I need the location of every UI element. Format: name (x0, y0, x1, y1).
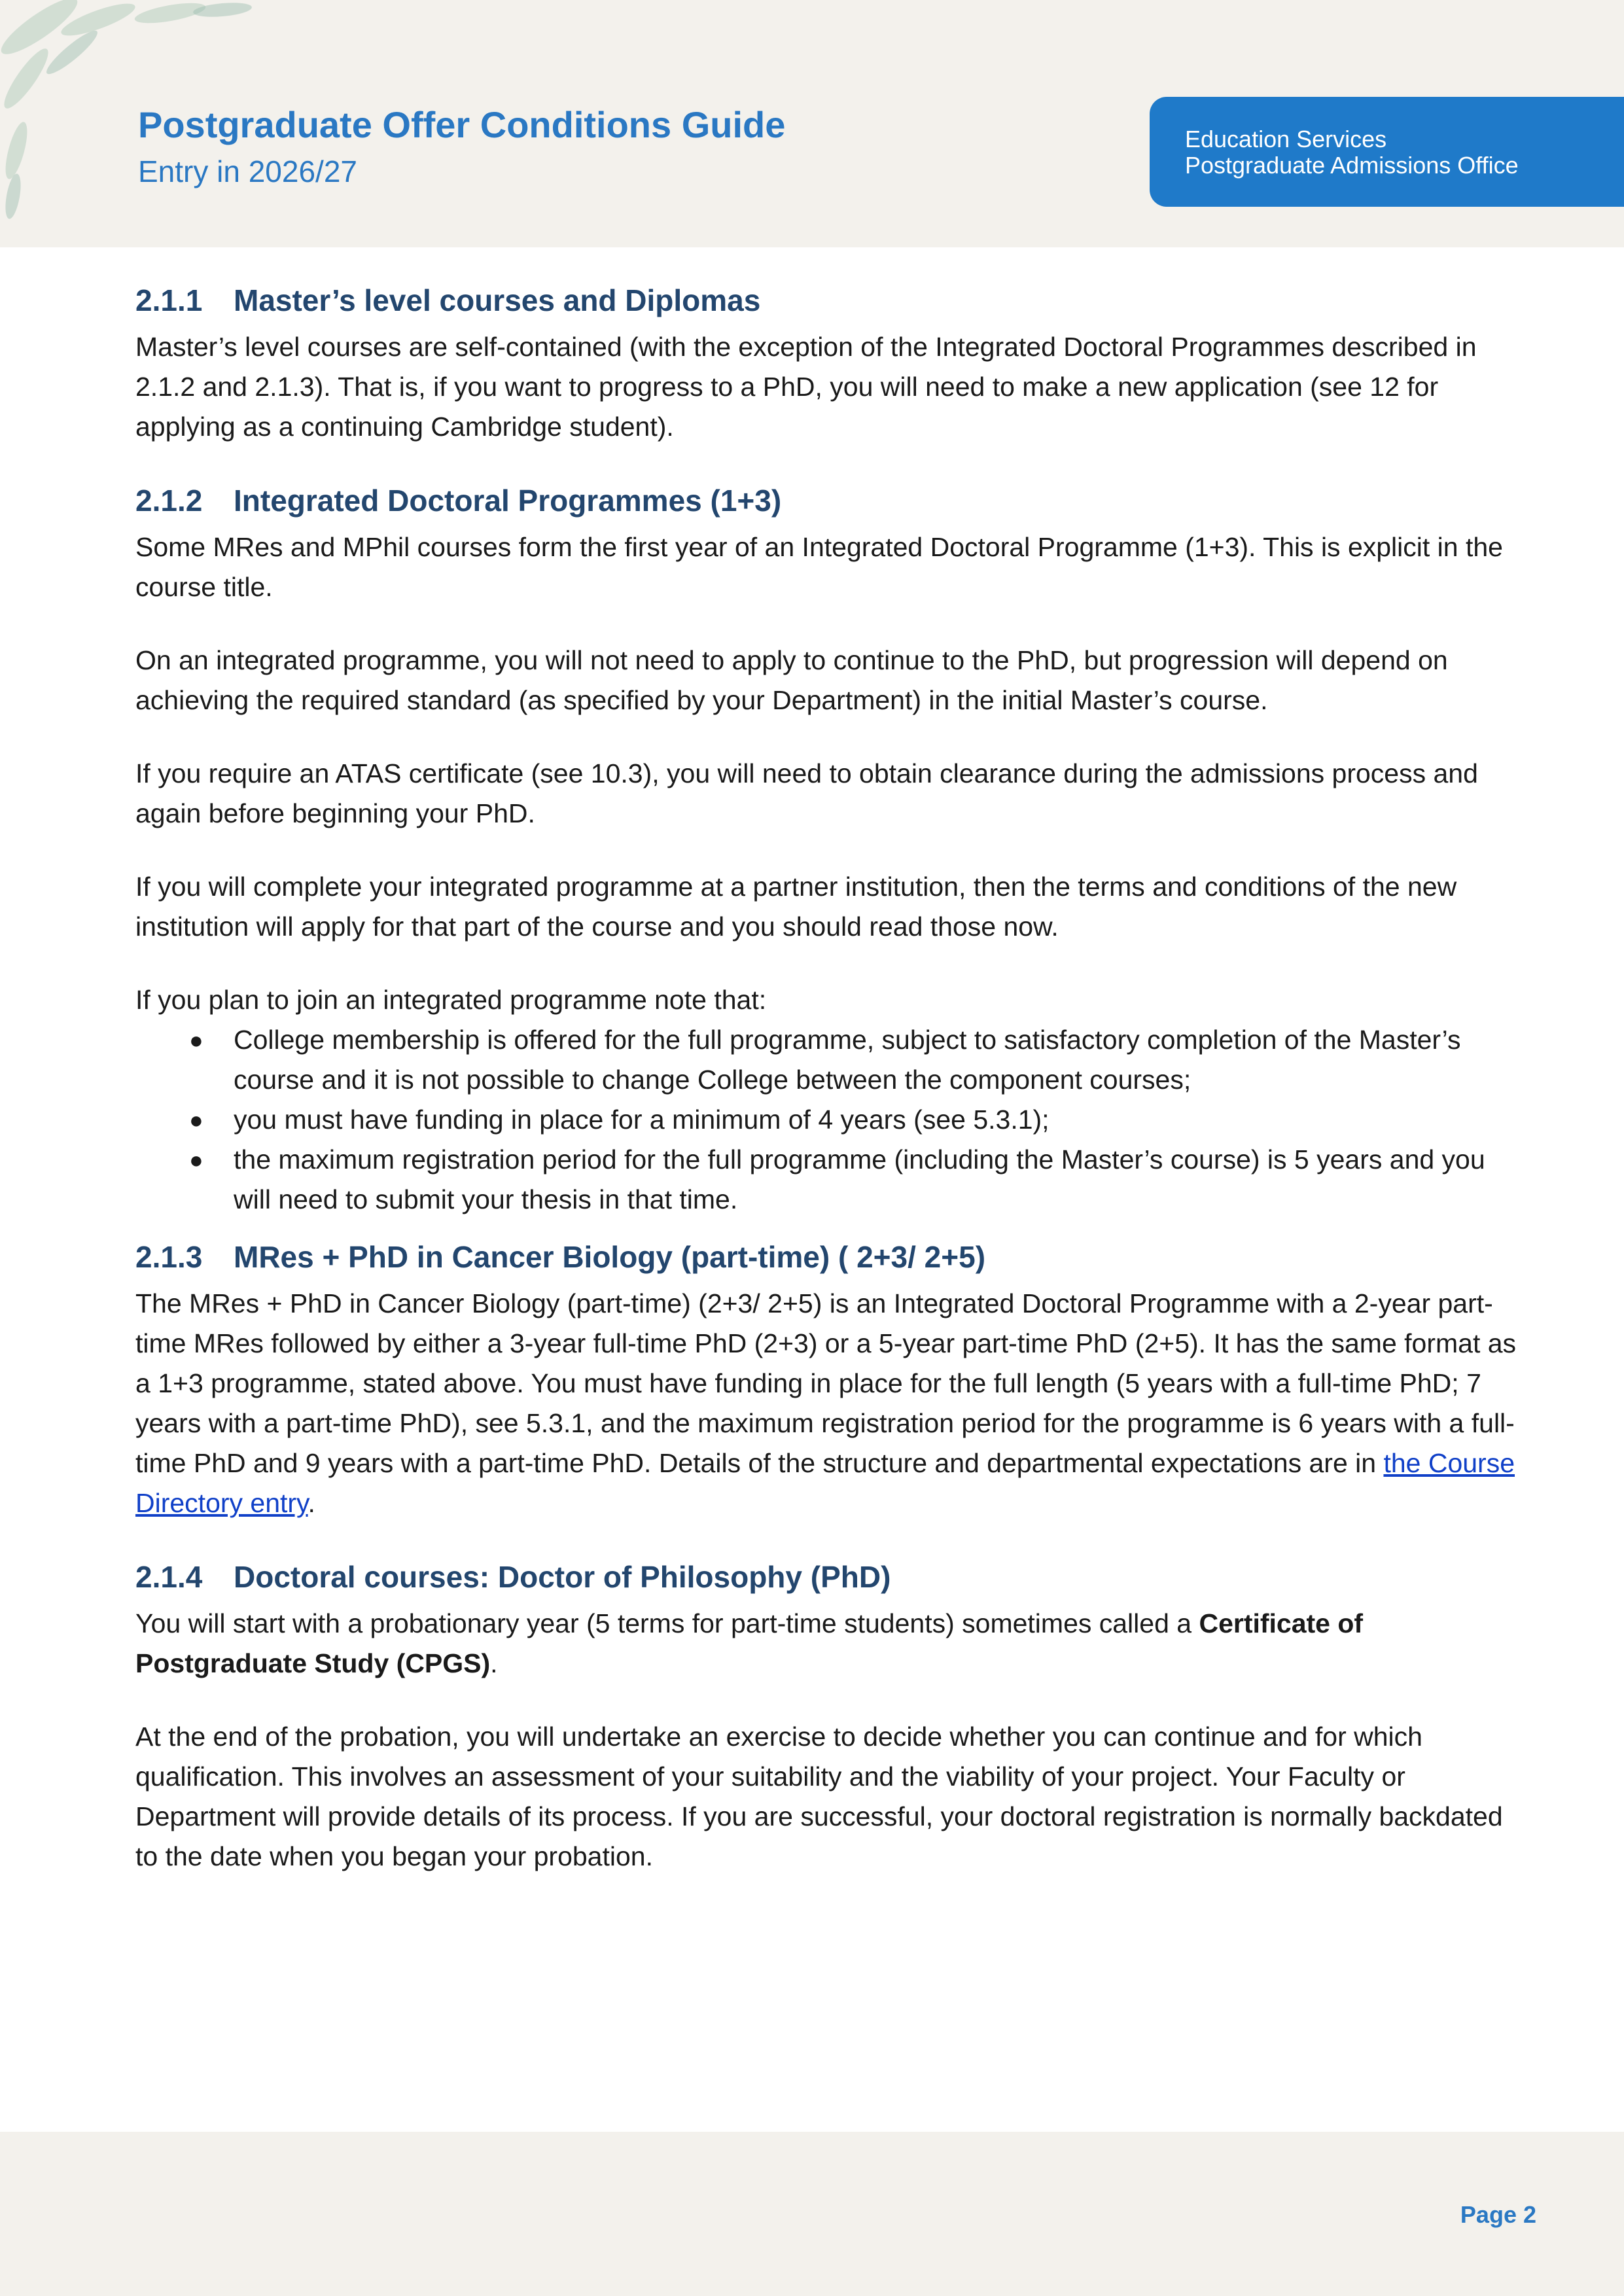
bullet-icon: ● (189, 1146, 203, 1173)
office-line-education-services: Education Services (1185, 126, 1387, 152)
section-title: Integrated Doctoral Programmes (1+3) (234, 484, 782, 518)
paragraph: If you plan to join an integrated programme note that: (135, 985, 767, 1015)
document-title: Postgraduate Offer Conditions Guide (138, 104, 786, 145)
list-item-text: the maximum registration period for the full programme (including the Master’s course) is 5 years and you will need to submit your thesis in that time. (234, 1144, 1485, 1214)
paragraph-text: You will start with a probationary year (5 terms for part-time students) sometimes called a (135, 1608, 1199, 1638)
paragraph: If you will complete your integrated programme at a partner institution, then the terms and conditions of the new institution will apply for that part of the course and you should read those now. (135, 872, 1457, 942)
list-item (135, 1100, 1523, 1140)
paragraph: If you require an ATAS certificate (see 10.3), you will need to obtain clearance during the admissions process and again before beginning your PhD. (135, 758, 1478, 828)
section-title: Master’s level courses and Diplomas (234, 283, 761, 317)
paragraph-text: The MRes + PhD in Cancer Biology (part-time) (2+3/ 2+5) is an Integrated Doctoral Programme with a 2-year part-time MRes followed by either a 3-year full-time PhD (2+3) or a 5-year part-time PhD (2+5). It has the same format as a 1+3 programme, stated above. You must have funding in place for the full length (5 years with a full-time PhD; 7 years with a part-time PhD), see 5.3.1, and the maximum registration period for the programme is 6 years with a full-time PhD and 9 years with a part-time PhD. Details of the structure and departmental expectations are in (135, 1288, 1517, 1478)
section-number: 2.1.3 (135, 1240, 203, 1274)
section-2-1-1 (135, 280, 1523, 447)
office-line-admissions-office: Postgraduate Admissions Office (1185, 152, 1519, 179)
paragraph: On an integrated programme, you will not need to apply to continue to the PhD, but progression will depend on achieving the required standard (as specified by your Department) in the initial Master’s course. (135, 645, 1448, 715)
list-item-text: College membership is offered for the full programme, subject to satisfactory completion of the Master’s course and it is not possible to change College between the component courses; (234, 1025, 1461, 1095)
section-2-1-2 (135, 480, 1523, 1220)
section-heading (135, 1237, 1523, 1277)
paragraph-text-end: . (490, 1648, 498, 1678)
document-body (135, 280, 1523, 1910)
paragraph: Some MRes and MPhil courses form the first year of an Integrated Doctoral Programme (1+3). This is explicit in the course title. (135, 532, 1503, 602)
paragraph-text-end: . (308, 1488, 315, 1518)
bullet-list (135, 1020, 1523, 1220)
list-item (135, 1140, 1523, 1220)
page-number: Page 2 (1460, 2201, 1536, 2228)
paragraph (135, 1604, 1523, 1684)
section-heading (135, 280, 1523, 321)
cpgs-bold-term: Certificate of Postgraduate Study (CPGS) (135, 1608, 1364, 1678)
bullet-icon: ● (189, 1106, 203, 1133)
bullet-icon: ● (189, 1027, 203, 1053)
section-2-1-4 (135, 1557, 1523, 1877)
list-item-text: you must have funding in place for a minimum of 4 years (see 5.3.1); (234, 1104, 1050, 1135)
section-number: 2.1.4 (135, 1560, 203, 1594)
section-title: Doctoral courses: Doctor of Philosophy (PhD) (234, 1560, 891, 1594)
document-subtitle: Entry in 2026/27 (138, 154, 358, 188)
section-title: MRes + PhD in Cancer Biology (part-time) ( 2+3/ 2+5) (234, 1240, 986, 1274)
paragraph (135, 1284, 1523, 1523)
page-header (0, 0, 1624, 247)
section-2-1-3 (135, 1237, 1523, 1523)
section-number: 2.1.2 (135, 484, 203, 518)
paragraph: Master’s level courses are self-contained (with the exception of the Integrated Doctoral Programmes described in 2.1.2 and 2.1.3). That is, if you want to progress to a PhD, you will need to make a new application (see 12 for applying as a continuing Cambridge student). (135, 332, 1477, 442)
page-footer (0, 2132, 1624, 2296)
paragraph: At the end of the probation, you will undertake an exercise to decide whether you can continue and for which qualification. This involves an assessment of your suitability and the viability of your project. Your Faculty or Department will provide details of its process. If you are successful, your doctoral registration is normally backdated to the date when you began your probation. (135, 1722, 1503, 1871)
course-directory-link[interactable]: the Course Directory entry (135, 1448, 1515, 1518)
section-number: 2.1.1 (135, 283, 203, 317)
office-label-box (1150, 97, 1624, 207)
section-heading (135, 480, 1523, 521)
section-heading (135, 1557, 1523, 1597)
list-item (135, 1020, 1523, 1100)
